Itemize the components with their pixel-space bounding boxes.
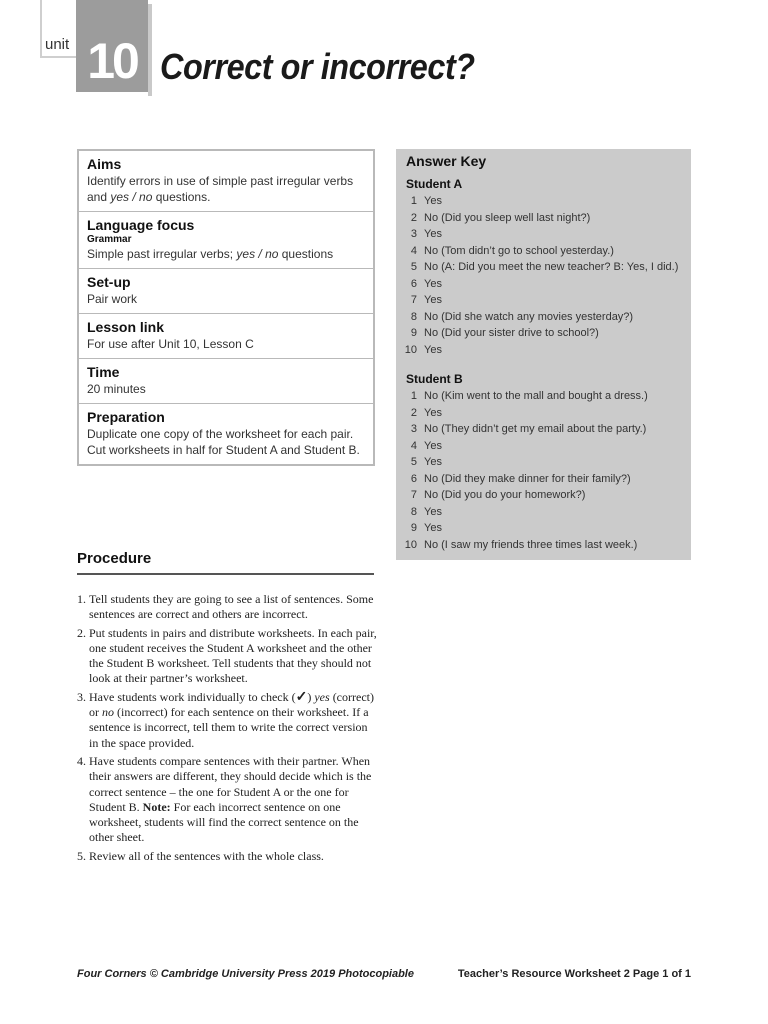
answer-text: No (Tom didn’t go to school yesterday.) [424, 244, 614, 257]
time-text: 20 minutes [87, 382, 146, 396]
answer-text: No (Did she watch any movies yesterday?) [424, 310, 634, 323]
footer-copyright: Four Corners © Cambridge University Press 2019 Photocopiable [77, 968, 414, 980]
preparation-heading: Preparation [87, 409, 165, 425]
answer-text: Yes [424, 456, 442, 468]
answer-number: 2 [410, 211, 417, 224]
lesson-info-box [77, 149, 375, 466]
answer-text: Yes [424, 294, 442, 306]
answer-item [402, 421, 648, 438]
unit-label: unit [45, 36, 70, 53]
footer-page-info: Teacher’s Resource Worksheet 2 Page 1 of 1 [457, 968, 691, 980]
answer-number: 5 [410, 456, 417, 468]
answer-number: 6 [410, 472, 417, 485]
tab-edge-line [40, 56, 80, 58]
answer-number: 5 [410, 261, 417, 273]
preparation-text-line: Duplicate one copy of the worksheet for each pair. [87, 427, 354, 441]
answer-number: 3 [410, 228, 417, 240]
answer-item [402, 210, 678, 227]
answer-text: Yes [424, 406, 442, 419]
answer-number: 9 [410, 522, 417, 534]
answer-text: No (Kim went to the mall and bought a dress.) [424, 390, 648, 402]
lesson-link-heading: Lesson link [87, 319, 165, 335]
answer-item [402, 471, 648, 488]
answer-text: Yes [424, 195, 442, 207]
student-a-answers [402, 193, 678, 358]
answer-text: Yes [424, 505, 442, 518]
answer-number: 8 [410, 310, 417, 323]
answer-text: No (Did you sleep well last night?) [424, 211, 591, 224]
answer-key-title: Answer Key [406, 153, 487, 169]
answer-text: No (A: Did you meet the new teacher? B: Yes, I did.) [424, 261, 679, 273]
answer-item [402, 325, 678, 342]
lesson-link-section [79, 314, 373, 359]
answer-item [402, 454, 648, 471]
time-section [79, 359, 373, 404]
aims-text-line: and yes / no questions. [87, 190, 211, 204]
grammar-subheading: Grammar [87, 234, 132, 245]
setup-heading: Set-up [87, 274, 131, 290]
preparation-text-line: Cut worksheets in half for Student A and Student B. [87, 443, 360, 457]
aims-section [79, 151, 373, 212]
answer-number: 7 [410, 294, 417, 306]
answer-text: Yes [424, 343, 442, 356]
check-mark-icon: ✓ [295, 689, 308, 705]
answer-item [402, 226, 678, 243]
answer-item [402, 405, 648, 422]
language-focus-heading: Language focus [87, 217, 195, 233]
answer-text: Yes [424, 228, 442, 240]
procedure-step: 3. Have students work individually to check (✓) yes (correct) or no (incorrect) for each sentence on their worksheet. If a sentence is incorrect, tell them to write the correct version in the space provided. [77, 689, 374, 750]
unit-tab [40, 0, 148, 92]
answer-text: Yes [424, 522, 442, 534]
tab-edge-line [40, 0, 42, 58]
procedure-step: 5. Review all of the sentences with the whole class. [77, 848, 324, 863]
setup-section [79, 269, 373, 314]
answer-number: 2 [410, 406, 417, 419]
student-b-answers [402, 388, 648, 553]
student-b-label: Student B [406, 372, 463, 386]
procedure-divider [77, 573, 374, 575]
answer-number: 4 [410, 244, 417, 257]
answer-item [402, 504, 648, 521]
answer-text: Yes [424, 277, 442, 290]
lesson-link-text: For use after Unit 10, Lesson C [87, 337, 254, 351]
setup-text: Pair work [87, 292, 138, 306]
answer-item [402, 193, 678, 210]
answer-item [402, 388, 648, 405]
procedure-heading: Procedure [77, 550, 152, 567]
answer-item [402, 276, 678, 293]
procedure-step: 1. Tell students they are going to see a list of sentences. Some sentences are correct and others are incorrect. [77, 592, 374, 622]
procedure-step: 2. Put students in pairs and distribute worksheets. In each pair, one student receives the Student A worksheet and the other the Student B worksheet. Tell students that they should not look at their partner’s worksheet. [77, 625, 377, 686]
preparation-section [79, 404, 373, 464]
answer-text: No (Did you do your homework?) [424, 489, 586, 501]
answer-item [402, 243, 678, 260]
procedure-step: 4. Have students compare sentences with their partner. When their answers are different, they should decide which is the correct sentence – the one for Student A or the one for Student B. Note: For each incorrect sentence on one worksheet, students will find the correct sentence on the other sheet. [77, 753, 372, 845]
answer-item [402, 292, 678, 309]
answer-text: No (They didn’t get my email about the party.) [424, 423, 647, 435]
language-focus-text: Simple past irregular verbs; yes / no questions [87, 247, 334, 261]
answer-number: 3 [410, 423, 417, 435]
answer-item [402, 438, 648, 455]
answer-key-box [396, 149, 691, 560]
answer-item [402, 487, 648, 504]
aims-heading: Aims [87, 156, 122, 172]
answer-number: 1 [410, 195, 417, 207]
answer-number: 4 [410, 439, 417, 452]
answer-text: Yes [424, 439, 442, 452]
answer-item [402, 309, 678, 326]
answer-number: 6 [410, 277, 417, 290]
answer-number: 1 [410, 390, 417, 402]
page-title: Correct or incorrect? [160, 46, 475, 87]
answer-number: 10 [404, 538, 417, 551]
answer-number: 10 [404, 343, 417, 356]
answer-number: 8 [410, 505, 417, 518]
answer-text: No (Did they make dinner for their family?) [424, 472, 631, 485]
answer-item [402, 537, 648, 554]
answer-text: No (I saw my friends three times last week.) [424, 538, 638, 551]
answer-item [402, 520, 648, 537]
aims-text-line: Identify errors in use of simple past irregular verbs [87, 174, 354, 188]
unit-box-shadow [148, 4, 152, 96]
language-focus-section [79, 212, 373, 269]
answer-text: No (Did your sister drive to school?) [424, 327, 599, 339]
answer-item [402, 259, 678, 276]
answer-item [402, 342, 678, 359]
procedure-list [77, 592, 377, 867]
unit-number: 10 [87, 33, 137, 89]
answer-number: 9 [410, 327, 417, 339]
student-a-label: Student A [406, 177, 463, 191]
time-heading: Time [87, 364, 120, 380]
answer-number: 7 [410, 489, 417, 501]
